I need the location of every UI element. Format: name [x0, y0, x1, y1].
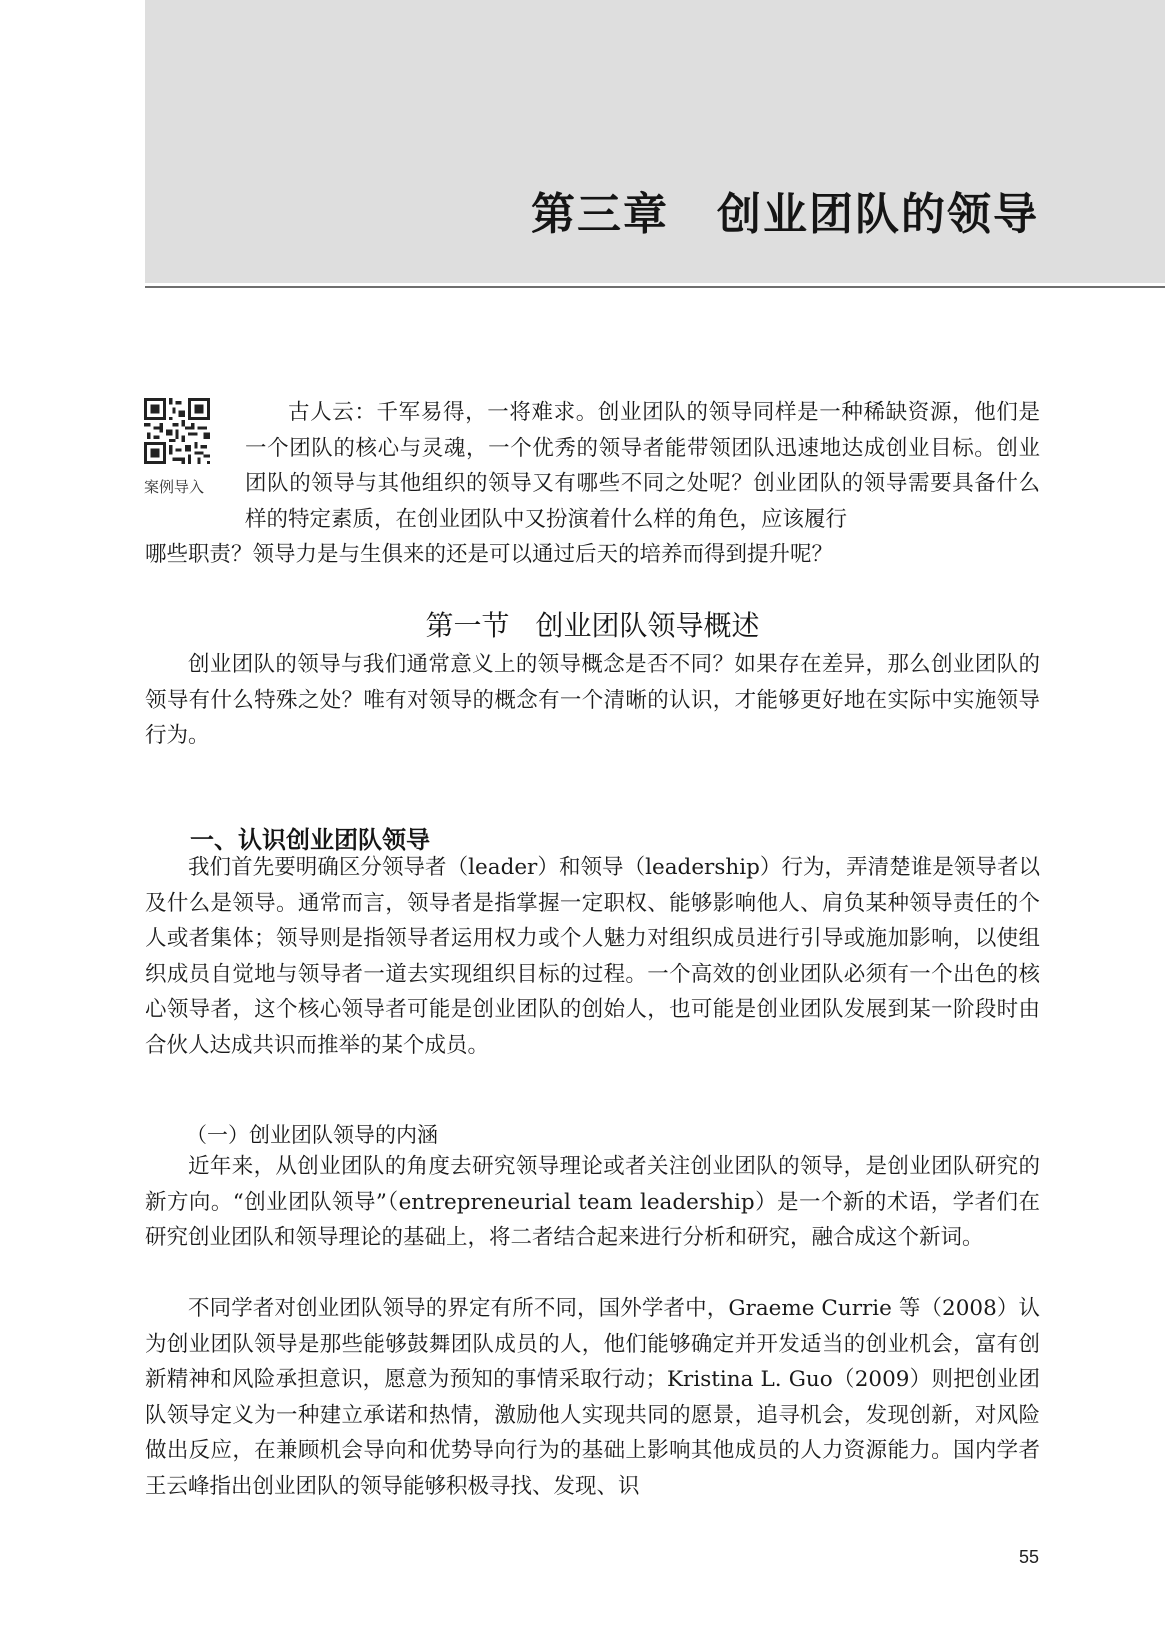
- chapter-intro-last-line: 哪些职责？领导力是与生俱来的还是可以通过后天的培养而得到提升呢？: [145, 542, 834, 567]
- section-name: 创业团队领导概述: [535, 609, 760, 642]
- section-number: 第一节: [425, 609, 510, 642]
- chapter-name: 创业团队的领导: [717, 189, 1039, 240]
- section-title: [145, 604, 1040, 644]
- chapter-intro: [145, 395, 1040, 573]
- chapter-header-rule: [145, 286, 1165, 288]
- page-number: 55: [1018, 1547, 1039, 1567]
- subsubsection-paragraph-2: 不同学者对创业团队领导的界定有所不同，国外学者中，Graeme Currie 等（2008）认为创业团队领导是那些能够鼓舞团队成员的人，他们能够确定并开发适当的创业机会，富有创新精神和风险承担意识，愿意为预知的事情采取行动；Kristina L. Guo（2009）则把创业团队领导定义为一种建立承诺和热情，激励他人实现共同的愿景，追寻机会，发现创新，对风险做出反应，在兼顾机会导向和优势导向行为的基础上影响其他成员的人力资源能力。国内学者王云峰指出创业团队的领导能够积极寻找、发现、识: [145, 1296, 1040, 1499]
- chapter-number: 第三章: [531, 189, 669, 240]
- subsection-paragraph: 我们首先要明确区分领导者（leader）和领导（leadership）行为，弄清楚谁是领导者以及什么是领导。通常而言，领导者是指掌握一定职权、能够影响他人、肩负某种领导责任的个人或者集体；领导则是指领导者运用权力或个人魅力对组织成员进行引导或施加影响，以使组织成员自觉地与领导者一道去实现组织目标的过程。一个高效的创业团队必须有一个出色的核心领导者，这个核心领导者可能是创业团队的创始人，也可能是创业团队发展到某一阶段时由合伙人达成共识而推举的某个成员。: [145, 855, 1040, 1058]
- subsubsection-paragraph-1: 近年来，从创业团队的角度去研究领导理论或者关注创业团队的领导，是创业团队研究的新方向。“创业团队领导”（entrepreneurial team leadership）是一个新的术语，学者们在研究创业团队和领导理论的基础上，将二者结合起来进行分析和研究，融合成这个新词。: [145, 1154, 1040, 1250]
- chapter-title: [531, 178, 1039, 242]
- subsection-title: 一、认识创业团队领导: [190, 826, 430, 854]
- section-intro-paragraph: 创业团队的领导与我们通常意义上的领导概念是否不同？如果存在差异，那么创业团队的领导有什么特殊之处？唯有对领导的概念有一个清晰的认识，才能够更好地在实际中实施领导行为。: [145, 652, 1040, 748]
- qr-caption: 案例导入: [144, 478, 205, 496]
- subsubsection-title: （一）创业团队领导的内涵: [186, 1123, 438, 1147]
- chapter-intro-text: 古人云：千军易得，一将难求。创业团队的领导同样是一种稀缺资源，他们是一个团队的核心与灵魂，一个优秀的领导者能带领团队迅速地达成创业目标。创业团队的领导与其他组织的领导又有哪些不同之处呢？创业团队的领导需要具备什么样的特定素质，在创业团队中又扮演着什么样的角色，应该履行: [245, 400, 1040, 532]
